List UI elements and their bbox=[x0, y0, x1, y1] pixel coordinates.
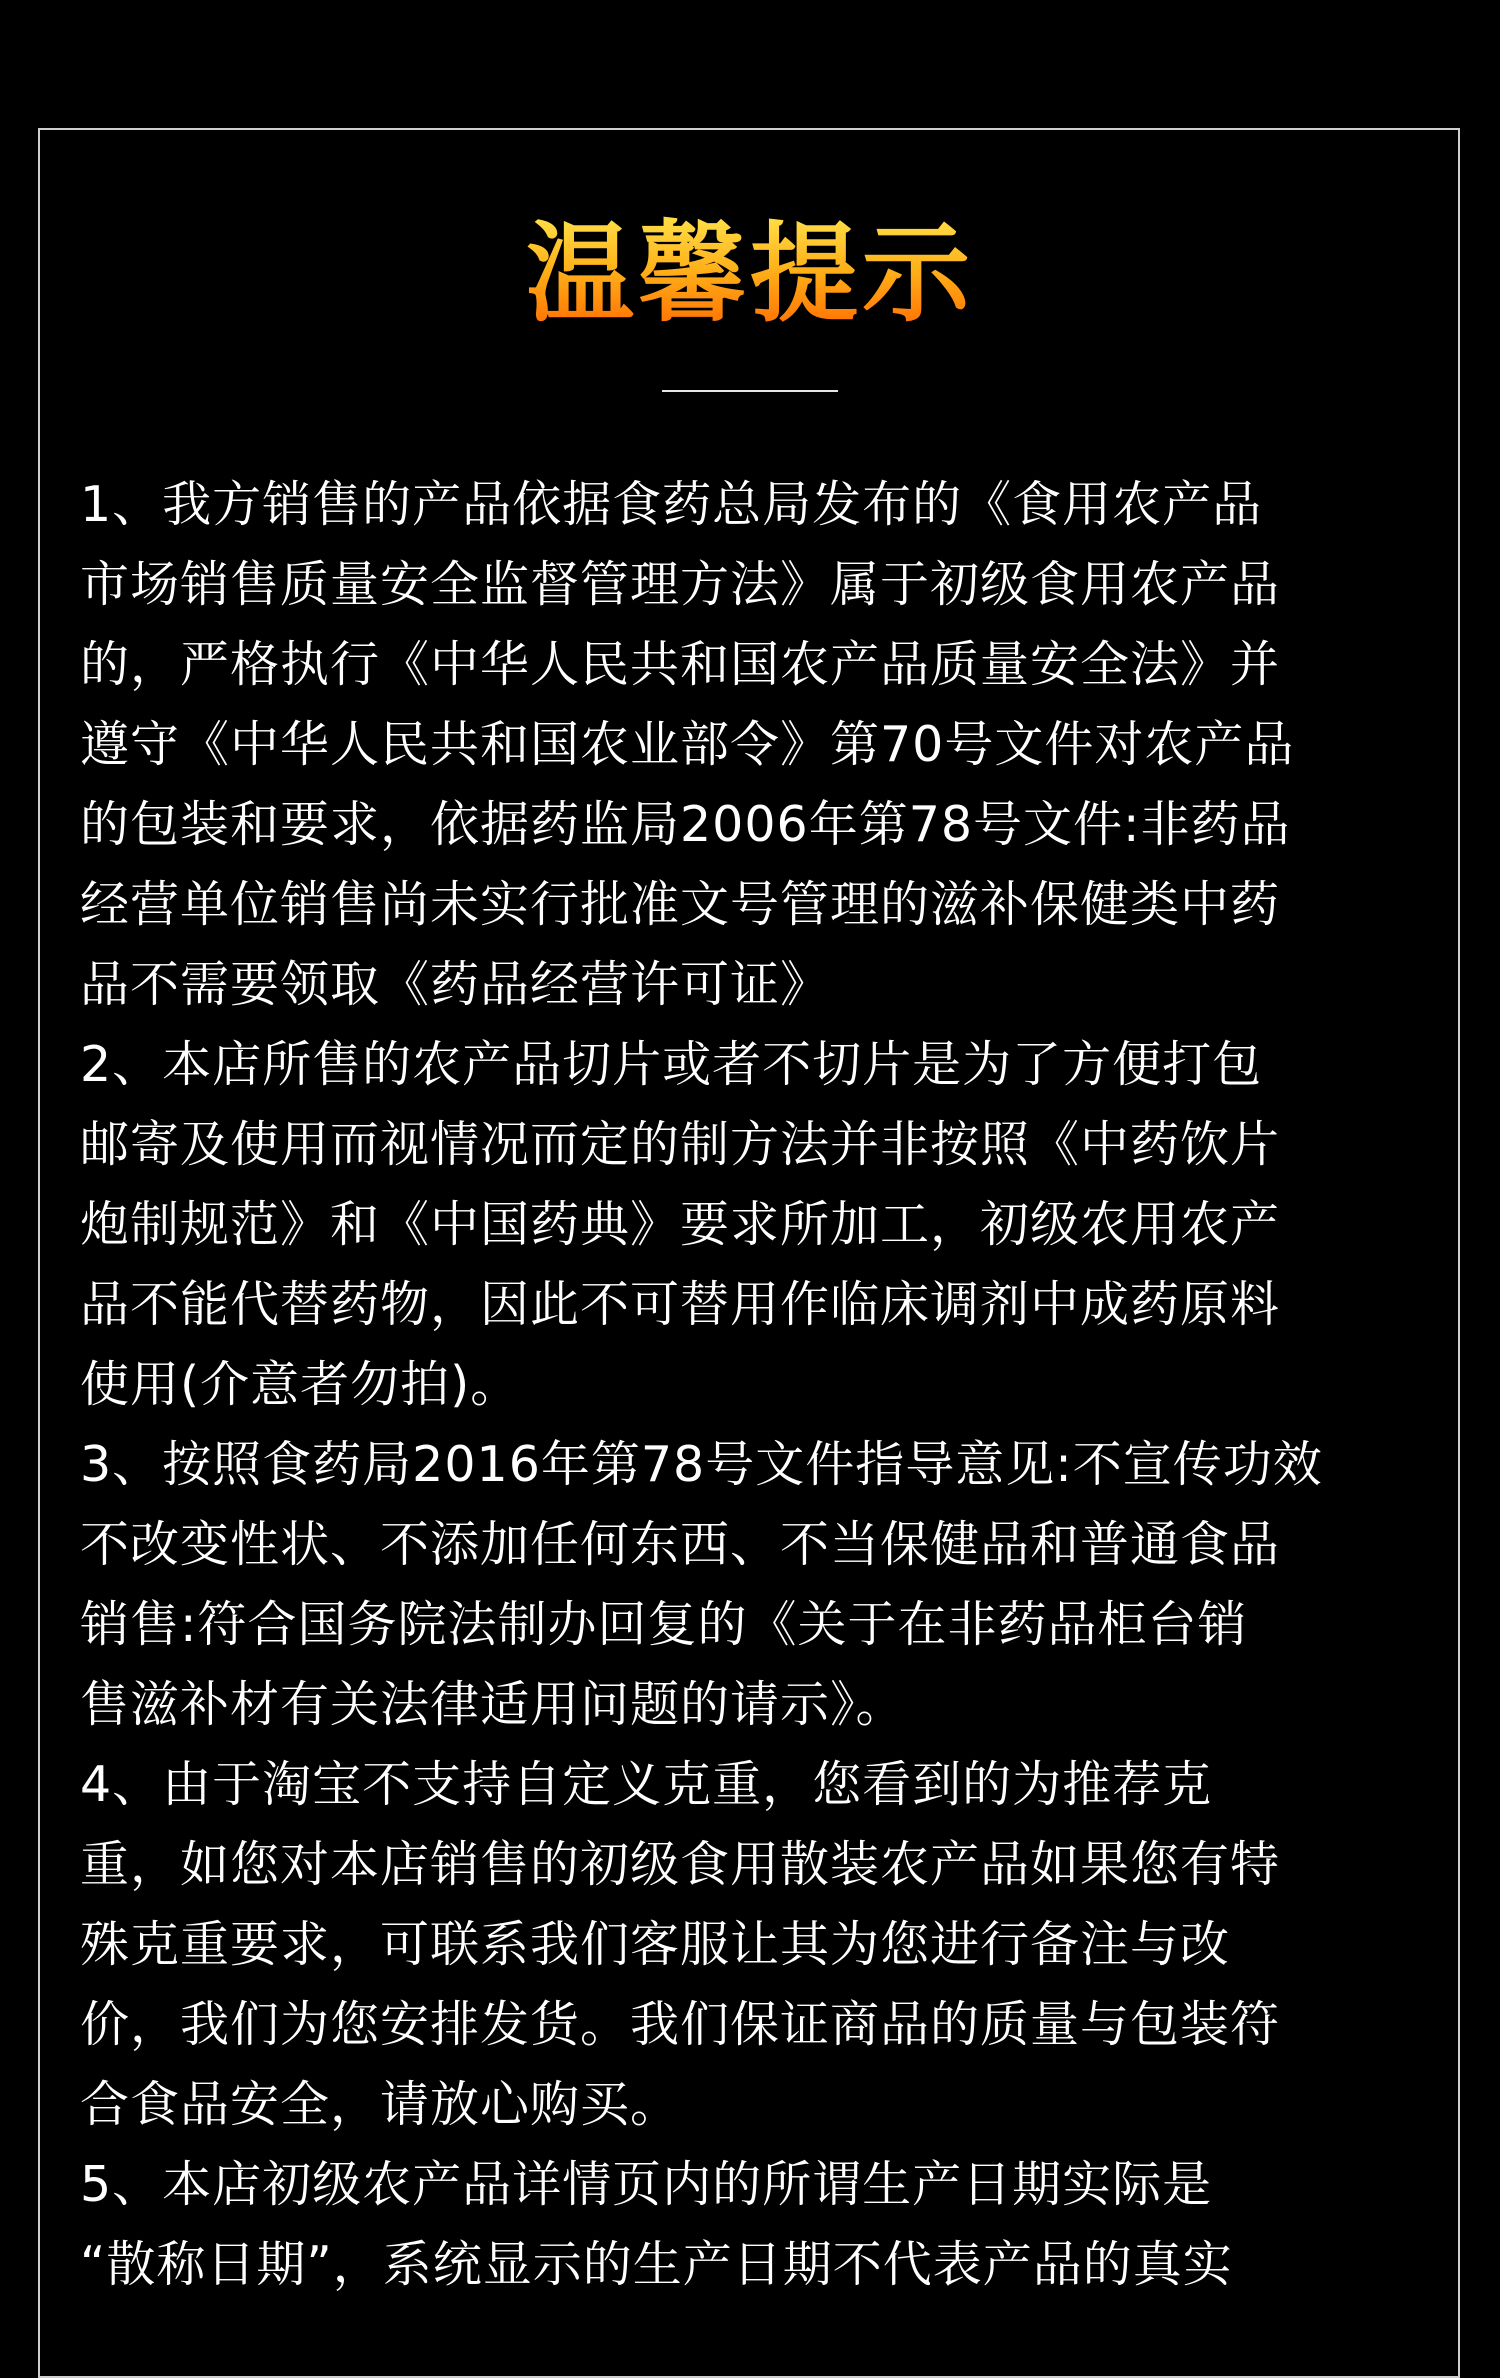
notice-line: 重，如您对本店销售的初级食用散装农产品如果您有特 bbox=[80, 1836, 1281, 1893]
notice-line: 价，我们为您安排发货。我们保证商品的质量与包装符 bbox=[80, 1996, 1281, 2053]
notice-line: 的，严格执行《中华人民共和国农产品质量安全法》并 bbox=[80, 636, 1281, 693]
notice-line: 不改变性状、不添加任何东西、不当保健品和普通食品 bbox=[80, 1516, 1281, 1573]
notice-line: 邮寄及使用而视情况而定的制方法并非按照《中药饮片 bbox=[80, 1116, 1281, 1173]
notice-item bbox=[80, 2145, 1430, 2305]
notice-line: “散称日期”，系统显示的生产日期不代表产品的真实 bbox=[80, 2236, 1233, 2293]
notice-line: 品不需要领取《药品经营许可证》 bbox=[80, 956, 831, 1013]
notice-line: 合食品安全，请放心购买。 bbox=[80, 2076, 681, 2133]
notice-line: 遵守《中华人民共和国农业部令》第70号文件对农产品 bbox=[80, 716, 1295, 773]
notice-list bbox=[80, 465, 1430, 2305]
notice-item bbox=[80, 1025, 1430, 1425]
notice-line: 使用(介意者勿拍)。 bbox=[80, 1356, 521, 1413]
title-divider bbox=[662, 390, 838, 392]
notice-line: 市场销售质量安全监督管理方法》属于初级食用农产品 bbox=[80, 556, 1281, 613]
notice-line: 的包装和要求，依据药监局2006年第78号文件:非药品 bbox=[80, 796, 1291, 853]
notice-line: 3、按照食药局2016年第78号文件指导意见:不宣传功效 bbox=[80, 1436, 1323, 1493]
notice-line: 1、我方销售的产品依据食药总局发布的《食用农产品 bbox=[80, 476, 1263, 533]
notice-line: 2、本店所售的农产品切片或者不切片是为了方便打包 bbox=[80, 1036, 1263, 1093]
notice-line: 经营单位销售尚未实行批准文号管理的滋补保健类中药 bbox=[80, 876, 1281, 933]
notice-line: 5、本店初级农产品详情页内的所谓生产日期实际是 bbox=[80, 2156, 1213, 2213]
notice-line: 品不能代替药物，因此不可替用作临床调剂中成药原料 bbox=[80, 1276, 1281, 1333]
notice-line: 殊克重要求，可联系我们客服让其为您进行备注与改 bbox=[80, 1916, 1231, 1973]
notice-line: 销售:符合国务院法制办回复的《关于在非药品柜台销 bbox=[80, 1596, 1248, 1653]
notice-line: 售滋补材有关法律适用问题的请示》。 bbox=[80, 1676, 906, 1733]
notice-item bbox=[80, 465, 1430, 1025]
notice-item bbox=[80, 1745, 1430, 2145]
notice-line: 炮制规范》和《中国药典》要求所加工，初级农用农产 bbox=[80, 1196, 1281, 1253]
notice-title: 温馨提示 bbox=[0, 214, 1500, 334]
notice-line: 4、由于淘宝不支持自定义克重，您看到的为推荐克 bbox=[80, 1756, 1213, 1813]
notice-item bbox=[80, 1425, 1430, 1745]
